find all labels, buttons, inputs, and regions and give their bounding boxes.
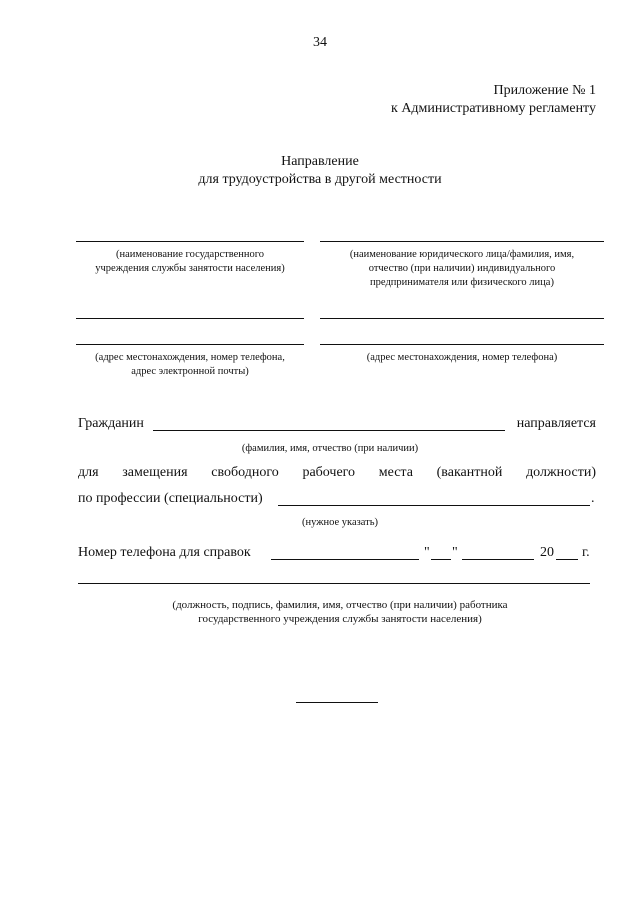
specify-caption: (нужное указать) xyxy=(301,517,379,528)
purpose-word: (вакантной xyxy=(436,465,503,480)
citizen-label: Гражданин xyxy=(78,416,144,431)
org-address-field-line-2[interactable] xyxy=(76,344,304,345)
purpose-word: замещения xyxy=(122,465,188,480)
employer-name-caption: (наименование юридического лица/фамилия, имя, отчество (при наличии) индивидуального предпринимателя или физического лица) xyxy=(349,249,575,288)
purpose-word: рабочего xyxy=(302,465,356,480)
page-number: 34 xyxy=(313,35,327,50)
document-title: Направление xyxy=(281,154,359,169)
phone-label: Номер телефона для справок xyxy=(78,545,251,560)
employer-address-caption: (адрес местонахождения, номер телефона) xyxy=(366,352,558,363)
appendix-regulation: к Административному регламенту xyxy=(391,101,596,116)
appendix-label: Приложение № 1 xyxy=(493,83,596,98)
citizen-fio-field-line[interactable] xyxy=(153,430,505,431)
date-open-quote: " xyxy=(424,545,430,560)
purpose-word: места xyxy=(378,465,413,480)
employer-address-field-line-1[interactable] xyxy=(320,318,604,319)
date-close-quote: " xyxy=(452,545,458,560)
phone-field-line[interactable] xyxy=(271,559,419,560)
year-suffix: г. xyxy=(582,545,590,560)
org-address-caption: (адрес местонахождения, номер телефона, адрес электронной почты) xyxy=(95,352,285,377)
purpose-line xyxy=(78,464,596,482)
directed-label: направляется xyxy=(516,416,596,431)
closing-divider xyxy=(296,702,378,703)
purpose-word: свободного xyxy=(211,465,279,480)
employer-name-field-line[interactable] xyxy=(320,241,604,242)
org-name-caption: (наименование государственного учреждения службы занятости населения) xyxy=(95,249,285,274)
fio-caption: (фамилия, имя, отчество (при наличии) xyxy=(241,443,419,454)
employer-address-field-line-2[interactable] xyxy=(320,344,604,345)
profession-field-line[interactable] xyxy=(278,505,590,506)
document-subtitle: для трудоустройства в другой местности xyxy=(198,172,442,187)
purpose-word: должности) xyxy=(526,465,596,480)
profession-period: . xyxy=(591,491,595,506)
signature-caption: (должность, подпись, фамилия, имя, отчество (при наличии) работника государственного учреждения службы занятости населения) xyxy=(172,599,508,625)
org-name-field-line[interactable] xyxy=(76,241,304,242)
date-month-field-line[interactable] xyxy=(462,559,534,560)
signature-field-line[interactable] xyxy=(78,583,590,584)
date-day-field-line[interactable] xyxy=(431,559,451,560)
year-prefix: 20 xyxy=(540,545,554,560)
org-address-field-line-1[interactable] xyxy=(76,318,304,319)
profession-label: по профессии (специальности) xyxy=(78,491,263,506)
purpose-word: для xyxy=(78,465,99,480)
date-year-field-line[interactable] xyxy=(556,559,578,560)
